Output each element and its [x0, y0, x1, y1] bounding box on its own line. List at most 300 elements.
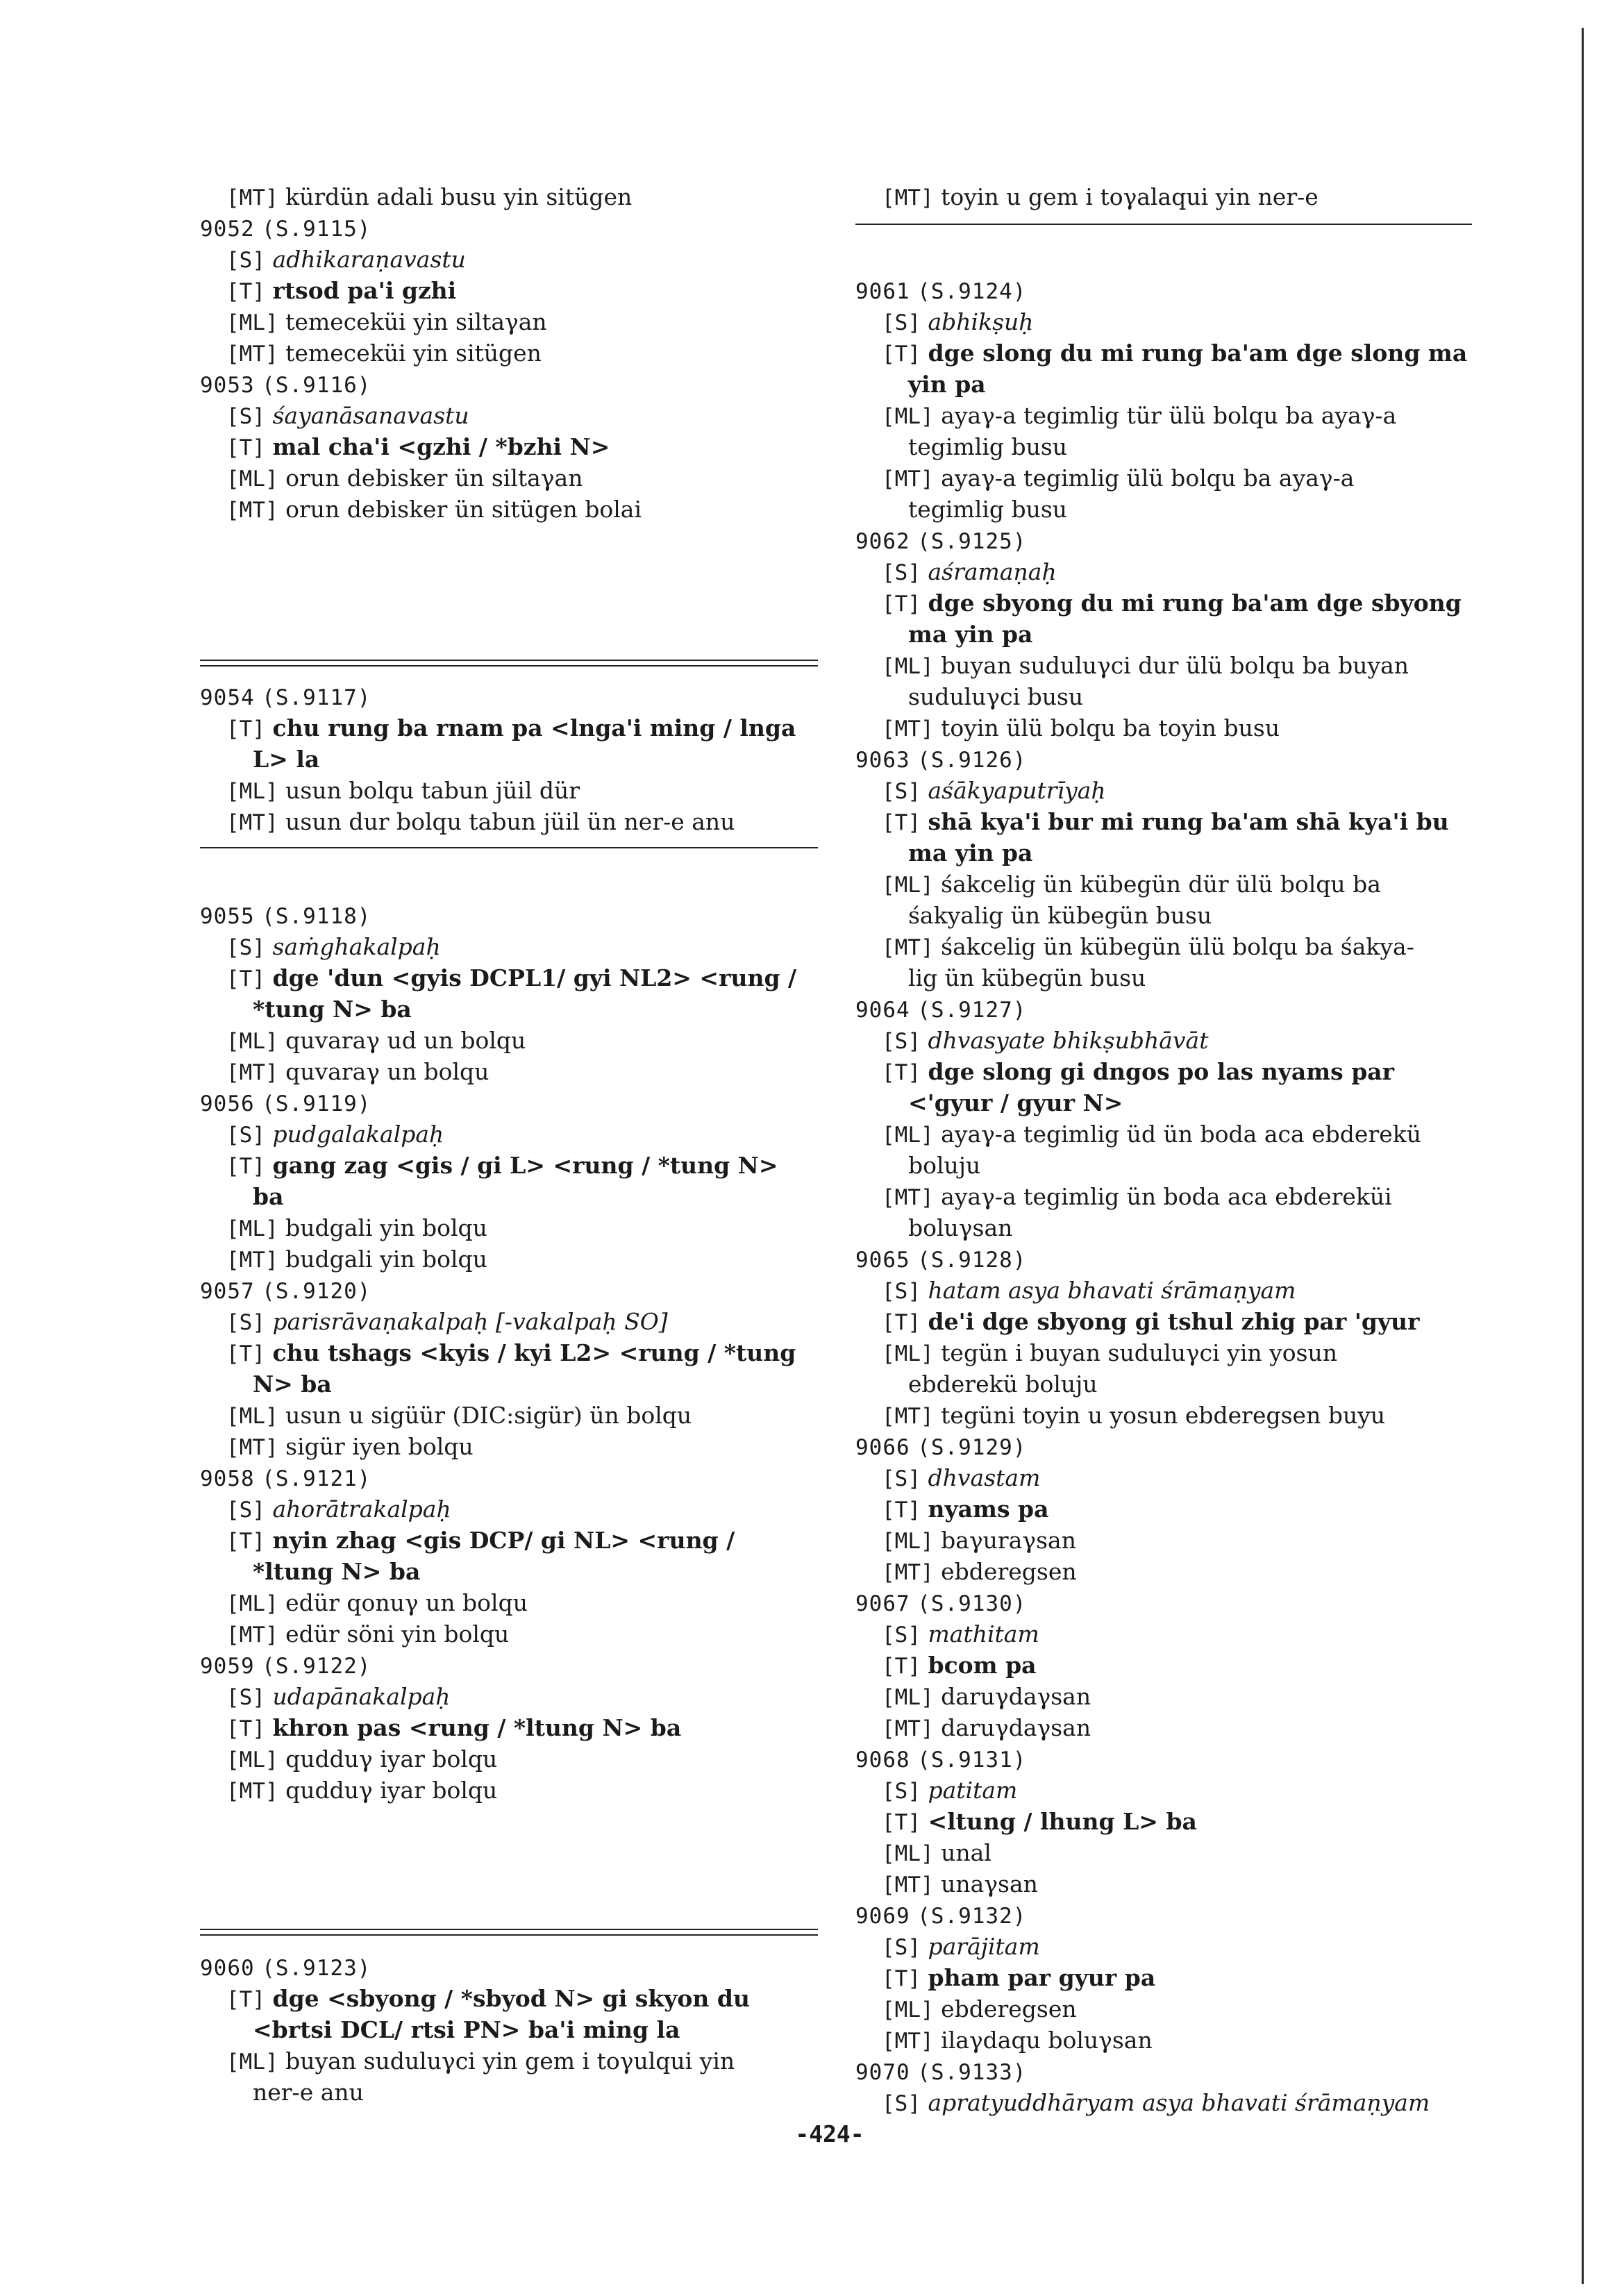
tag-label: [ML] — [226, 1216, 278, 1241]
section-divider — [200, 847, 818, 848]
tag-label: [ML] — [226, 1404, 278, 1429]
entry-line — [882, 1526, 1472, 1557]
mongolian-text: temecekü​i yin siltaγan — [285, 308, 547, 335]
tibetan-text: dge slong gi dngos po las nyams par — [928, 1058, 1395, 1085]
entry-line — [226, 776, 818, 807]
entry-line — [882, 1307, 1472, 1338]
entry-line — [882, 776, 1472, 807]
section-divider — [200, 1929, 818, 1936]
entry-ref: (S.9124) — [917, 279, 1027, 304]
tag-label: [T] — [226, 1154, 265, 1179]
entry-line — [882, 401, 1472, 432]
entry-line — [226, 1026, 818, 1057]
mongolian-text: unaγsan — [941, 1870, 1038, 1897]
tag-label: [MT] — [226, 1623, 278, 1648]
entry-line — [253, 2016, 818, 2046]
entry-line — [253, 1370, 818, 1400]
sanskrit-text: parājitam — [928, 1933, 1040, 1960]
entry-header — [855, 995, 1472, 1025]
entry-line — [908, 1370, 1472, 1400]
entry-line — [882, 932, 1472, 963]
sanskrit-text: abhikṣuḥ — [928, 308, 1034, 335]
mongolian-text: usun bolqu tabun jüil dür — [285, 777, 580, 804]
tibetan-text: chu rung ba rnam pa <lnga'i ming / lnga — [272, 714, 796, 741]
tibetan-text: ma yin pa — [908, 839, 1033, 866]
tag-label: [MT] — [226, 185, 278, 210]
entry-line — [226, 1776, 818, 1807]
entry-header — [200, 901, 818, 932]
entry-ref: (S.9120) — [262, 1279, 371, 1304]
entry-ref: (S.9129) — [917, 1435, 1027, 1460]
tibetan-text: <'gyur / gyur N> — [908, 1089, 1123, 1116]
entry-number: 9065 — [855, 1248, 910, 1273]
entry-number: 9056 — [200, 1091, 255, 1116]
entry-line — [882, 870, 1472, 900]
entry-header — [200, 1651, 818, 1682]
entry-line — [882, 2026, 1472, 2056]
mongolian-text: ner-e anu — [253, 2079, 364, 2106]
sanskrit-text: patitam — [928, 1777, 1018, 1804]
entry-ref: (S.9130) — [917, 1591, 1027, 1616]
tag-label: [ML] — [226, 310, 278, 335]
entry-line — [226, 1151, 818, 1182]
entry-number: 9068 — [855, 1748, 910, 1773]
entry-line — [908, 370, 1472, 401]
entry-header — [200, 1276, 818, 1307]
entry-line — [882, 1838, 1472, 1869]
mongolian-text: budgali yin bolqu — [285, 1214, 487, 1241]
tag-label: [MT] — [882, 1872, 934, 1897]
tag-label: [S] — [882, 1935, 921, 1960]
entry-number: 9070 — [855, 2060, 910, 2085]
entry-ref: (S.9128) — [917, 1248, 1027, 1273]
entry-line — [226, 1526, 818, 1557]
mongolian-text: quvaraγ un bolqu — [285, 1058, 489, 1085]
entry-ref: (S.9125) — [917, 529, 1027, 554]
entry-number: 9053 — [200, 373, 255, 398]
tag-label: [S] — [882, 1623, 921, 1648]
entry-line — [882, 1682, 1472, 1713]
entry-line — [882, 1776, 1472, 1807]
entry-line — [882, 1276, 1472, 1307]
mongolian-text: lig ün kübegün busu — [908, 964, 1146, 991]
entry-header — [200, 1089, 818, 1119]
mongolian-text: ilaγdaqu boluγsan — [941, 2027, 1153, 2054]
entry-number: 9059 — [200, 1654, 255, 1679]
entry-header — [855, 1589, 1472, 1619]
entry-line — [226, 807, 818, 838]
tag-label: [ML] — [226, 2050, 278, 2075]
tag-label: [T] — [226, 1341, 265, 1366]
tag-label: [T] — [882, 592, 921, 617]
entry-line — [908, 682, 1472, 713]
tag-label: [S] — [882, 2091, 921, 2116]
entry-line — [908, 901, 1472, 932]
tag-label: [ML] — [882, 1997, 934, 2022]
tag-label: [T] — [226, 1716, 265, 1741]
mongolian-text: usun dur bolqu tabun jüil ün ner-e anu — [285, 808, 735, 835]
mongolian-text: unal — [941, 1839, 991, 1866]
sanskrit-text: mathitam — [928, 1620, 1039, 1648]
entry-ref: (S.9131) — [917, 1748, 1027, 1773]
entry-line — [226, 1057, 818, 1088]
tag-label: [MT] — [882, 185, 934, 210]
tag-label: [ML] — [882, 1123, 934, 1148]
mongolian-text: orun debisker ün siltaγan — [285, 464, 583, 492]
sanskrit-text: aśramaṇaḥ — [928, 558, 1057, 585]
entry-line — [226, 308, 818, 338]
entry-line — [226, 1245, 818, 1275]
tibetan-text: ma yin pa — [908, 621, 1033, 648]
entry-header — [200, 370, 818, 401]
sanskrit-text: saṁghakalpaḥ — [272, 933, 441, 960]
entry-line — [882, 1182, 1472, 1213]
entry-ref: (S.9133) — [917, 2060, 1027, 2085]
tag-label: [ML] — [882, 1341, 934, 1366]
tag-label: [T] — [226, 717, 265, 741]
entry-line — [882, 1495, 1472, 1525]
entry-line — [882, 1120, 1472, 1150]
tag-label: [ML] — [882, 1685, 934, 1710]
mongolian-text: orun debisker ün sitügen bolai — [285, 496, 642, 523]
tibetan-text: *ltung N> ba — [253, 1558, 421, 1585]
tag-label: [ML] — [882, 1841, 934, 1866]
entry-ref: (S.9121) — [262, 1466, 371, 1491]
tibetan-text: dge <sbyong / *sbyod N> gi skyon du — [272, 1985, 750, 2012]
entry-line — [226, 1713, 818, 1744]
tibetan-text: de'i dge sbyong gi tshul zhig par 'gyur — [928, 1308, 1420, 1335]
entry-line — [908, 620, 1472, 651]
tag-label: [S] — [226, 1310, 265, 1335]
mongolian-text: buyan suduluγci dur ülü bolqu ba buyan — [941, 652, 1409, 679]
entry-ref: (S.9127) — [917, 998, 1027, 1023]
entry-line — [226, 714, 818, 744]
entry-line — [253, 745, 818, 776]
entry-line — [226, 183, 818, 213]
tag-label: [ML] — [226, 779, 278, 804]
tibetan-text: *tung N> ba — [253, 996, 412, 1023]
entry-number: 9057 — [200, 1279, 255, 1304]
entry-line — [226, 276, 818, 307]
mongolian-text: ayaγ-a tegimlig ün boda aca ebdereküi — [941, 1183, 1392, 1210]
tag-label: [MT] — [226, 1248, 278, 1273]
tag-label: [S] — [882, 1779, 921, 1804]
tag-label: [S] — [226, 248, 265, 273]
tag-label: [ML] — [882, 873, 934, 898]
tibetan-text: N> ba — [253, 1371, 332, 1398]
tibetan-text: chu tshags <kyis / kyi L2> <rung / *tung — [272, 1339, 796, 1366]
entry-header — [855, 745, 1472, 776]
tag-label: [ML] — [882, 1529, 934, 1554]
mongolian-text: edür söni yin bolqu — [285, 1620, 510, 1648]
tag-label: [S] — [226, 935, 265, 960]
entry-line — [226, 1495, 818, 1525]
tag-label: [MT] — [226, 1779, 278, 1804]
entry-number: 9067 — [855, 1591, 910, 1616]
entry-line — [226, 932, 818, 963]
tag-label: [T] — [226, 1529, 265, 1554]
tibetan-text: gang zag <gis / gi L> <rung / *tung N> — [272, 1152, 778, 1179]
entry-line — [226, 401, 818, 432]
entry-number: 9055 — [200, 904, 255, 929]
entry-line — [226, 1401, 818, 1432]
entry-header — [200, 1953, 818, 1984]
entry-line — [882, 308, 1472, 338]
entry-text: toyin u gem i toγalaqui yin ner-e — [941, 183, 1319, 210]
entry-ref: (S.9132) — [917, 1904, 1027, 1929]
entry-line — [226, 1620, 818, 1650]
mongolian-text: suduluγci busu — [908, 683, 1084, 710]
tag-label: [MT] — [226, 1060, 278, 1085]
mongolian-text: usun u sigüür (DIC:sigür) ün bolqu — [285, 1402, 692, 1429]
entry-line — [226, 245, 818, 276]
tag-label: [MT] — [226, 810, 278, 835]
tag-label: [MT] — [882, 467, 934, 492]
entry-header — [855, 1745, 1472, 1775]
entry-line — [882, 589, 1472, 619]
tibetan-text: nyams pa — [928, 1495, 1049, 1523]
sanskrit-text: ahorātrakalpaḥ — [272, 1495, 451, 1523]
tag-label: [MT] — [882, 1404, 934, 1429]
entry-text: kürdün adali busu yin sitügen — [285, 183, 633, 210]
entry-line — [882, 1807, 1472, 1838]
mongolian-text: ebderegsen — [941, 1558, 1077, 1585]
mongolian-text: śakyalig ün kübegün busu — [908, 902, 1212, 929]
sanskrit-text: udapānakalpaḥ — [272, 1683, 451, 1710]
mongolian-text: tegüni toyin u yosun ebderegsen buyu — [941, 1402, 1386, 1429]
tag-label: [S] — [882, 560, 921, 585]
entry-ref: (S.9122) — [262, 1654, 371, 1679]
tag-label: [MT] — [882, 1716, 934, 1741]
sanskrit-text: parisrāvaṇakalpaḥ [-vakalpaḥ SO] — [272, 1308, 668, 1335]
entry-line — [226, 1432, 818, 1463]
sanskrit-text: aśākyaputrīyaḥ — [928, 777, 1106, 804]
mongolian-text: ayaγ-a tegimlig ülü bolqu ba ayaγ-a — [941, 464, 1355, 492]
sanskrit-text: hatam asya bhavati śrāmaṇyam — [928, 1277, 1296, 1304]
tag-label: [ML] — [882, 654, 934, 679]
tag-label: [MT] — [882, 935, 934, 960]
tag-label: [T] — [226, 279, 265, 304]
tag-label: [MT] — [226, 498, 278, 523]
tibetan-text: khron pas <rung / *ltung N> ba — [272, 1714, 682, 1741]
entry-line — [882, 714, 1472, 744]
tag-label: [S] — [882, 1279, 921, 1304]
tag-label: [S] — [882, 310, 921, 335]
entry-line — [882, 2088, 1472, 2119]
page-number: -424- — [795, 2120, 864, 2147]
mongolian-text: budgali yin bolqu — [285, 1246, 487, 1273]
sanskrit-text: dhvasyate bhikṣubhāvāt — [928, 1027, 1209, 1054]
entry-number: 9069 — [855, 1904, 910, 1929]
tibetan-text: shā kya'i bur mi rung ba'am shā kya'i bu — [928, 808, 1449, 835]
entry-line — [226, 1745, 818, 1775]
mongolian-text: ayaγ-a tegimlig tür ülü bolqu ba ayaγ-a — [941, 402, 1397, 429]
tibetan-text: dge 'dun <gyis DCPL1/ gyi NL2> <rung / — [272, 964, 797, 991]
tibetan-text: ba — [253, 1183, 284, 1210]
entry-header — [855, 276, 1472, 307]
tag-label: [ML] — [226, 1748, 278, 1773]
entry-ref: (S.9126) — [917, 748, 1027, 773]
entry-line — [908, 495, 1472, 526]
entry-line — [882, 339, 1472, 369]
entry-number: 9058 — [200, 1466, 255, 1491]
entry-number: 9062 — [855, 529, 910, 554]
tag-label: [MT] — [882, 1185, 934, 1210]
mongolian-text: tegün i buyan suduluγci yin yosun — [941, 1339, 1338, 1366]
tag-label: [T] — [226, 1987, 265, 2012]
tag-label: [MT] — [882, 2029, 934, 2054]
entry-line — [882, 1557, 1472, 1588]
section-divider — [855, 224, 1472, 225]
mongolian-text: temecekü​i yin sitügen — [285, 340, 542, 367]
entry-header — [200, 682, 818, 713]
mongolian-text: boluju — [908, 1152, 981, 1179]
entry-line — [908, 964, 1472, 994]
entry-header — [855, 1245, 1472, 1275]
entry-line — [253, 2078, 818, 2109]
entry-ref: (S.9123) — [262, 1956, 371, 1981]
entry-line — [226, 433, 818, 463]
entry-line — [226, 1307, 818, 1338]
mongolian-text: quddu​γ iyar bolqu — [285, 1777, 498, 1804]
entry-number: 9063 — [855, 748, 910, 773]
entry-line — [882, 807, 1472, 838]
entry-header — [855, 2057, 1472, 2088]
tag-label: [T] — [882, 1654, 921, 1679]
tag-label: [MT] — [882, 717, 934, 741]
mongolian-text: śakcelig ün kübegün dür ülü bolqu ba — [941, 871, 1381, 898]
entry-line — [908, 1089, 1472, 1119]
tag-label: [MT] — [226, 342, 278, 367]
entry-line — [882, 1401, 1472, 1432]
tag-label: [MT] — [882, 1560, 934, 1585]
tag-label: [S] — [882, 779, 921, 804]
mongolian-text: sigür iyen bolqu — [285, 1433, 474, 1460]
entry-line — [226, 1339, 818, 1369]
mongolian-text: quvaraγ ud un bolqu — [285, 1027, 526, 1054]
tag-label: [S] — [226, 1498, 265, 1523]
mongolian-text: ebderekü boluju — [908, 1371, 1098, 1398]
mongolian-text: quddu​γ iyar bolqu — [285, 1745, 498, 1773]
tag-label: [ML] — [226, 467, 278, 492]
tibetan-text: mal cha'i <gzhi / *bzhi N> — [272, 433, 610, 460]
tag-label: [S] — [882, 1466, 921, 1491]
entry-line — [226, 495, 818, 526]
tag-label: [ML] — [882, 404, 934, 429]
entry-header — [200, 1464, 818, 1494]
tibetan-text: bcom pa — [928, 1652, 1037, 1679]
tag-label: [MT] — [226, 1435, 278, 1460]
entry-line — [882, 1464, 1472, 1494]
entry-line — [882, 183, 1472, 213]
entry-header — [855, 526, 1472, 557]
entry-ref: (S.9115) — [262, 217, 371, 242]
tibetan-text: dge sbyong du mi rung ba'am dge sbyong — [928, 589, 1462, 617]
tibetan-text: pham par gyur pa — [928, 1964, 1156, 1991]
entry-number: 9060 — [200, 1956, 255, 1981]
entry-ref: (S.9119) — [262, 1091, 371, 1116]
tibetan-text: <ltung / lhung L> ba — [928, 1808, 1197, 1835]
entry-line — [226, 964, 818, 994]
entry-line — [908, 433, 1472, 463]
tag-label: [T] — [882, 1498, 921, 1523]
tag-label: [S] — [226, 1685, 265, 1710]
entry-line — [882, 651, 1472, 682]
tibetan-text: <brtsi DCL/ rtsi PN> ba'i ming la — [253, 2016, 680, 2043]
entry-number: 9064 — [855, 998, 910, 1023]
entry-line — [882, 1932, 1472, 1963]
tag-label: [T] — [882, 810, 921, 835]
entry-line — [226, 464, 818, 494]
entry-line — [882, 558, 1472, 588]
mongolian-text: śakcelig ün kübegün ülü bolqu ba śakya- — [941, 933, 1414, 960]
page-edge-line — [1582, 28, 1584, 2284]
tag-label: [ML] — [226, 1591, 278, 1616]
entry-line — [253, 1557, 818, 1588]
entry-line — [882, 1713, 1472, 1744]
sanskrit-text: pudgalakalpaḥ — [272, 1121, 444, 1148]
entry-line — [882, 1963, 1472, 1994]
tag-label: [T] — [882, 1810, 921, 1835]
mongolian-text: ayaγ-a tegimlig üd ün boda aca ebderekü — [941, 1121, 1421, 1148]
entry-ref: (S.9117) — [262, 685, 371, 710]
sanskrit-text: apratyuddhāryam asya bhavati śrāmaṇyam — [928, 2089, 1430, 2116]
tag-label: [T] — [226, 966, 265, 991]
entry-line — [882, 1057, 1472, 1088]
entry-line — [882, 1339, 1472, 1369]
tag-label: [S] — [226, 404, 265, 429]
tag-label: [S] — [226, 1123, 265, 1148]
entry-number: 9054 — [200, 685, 255, 710]
sanskrit-text: adhikaraṇavastu — [272, 246, 466, 273]
tag-label: [T] — [226, 435, 265, 460]
entry-ref: (S.9118) — [262, 904, 371, 929]
tag-label: [ML] — [226, 1029, 278, 1054]
tibetan-text: rtsod pa'i gzhi — [272, 277, 457, 304]
mongolian-text: buyan suduluγci yin gem i toγulqui yin — [285, 2047, 735, 2075]
section-divider — [200, 660, 818, 667]
entry-number: 9066 — [855, 1435, 910, 1460]
entry-line — [882, 1620, 1472, 1650]
entry-line — [226, 1682, 818, 1713]
entry-ref: (S.9116) — [262, 373, 371, 398]
mongolian-text: ebderegsen — [941, 1995, 1077, 2022]
mongolian-text: toyin ülü bolqu ba toyin busu — [941, 714, 1280, 741]
entry-number: 9061 — [855, 279, 910, 304]
mongolian-text: edür qonuγ un bolqu — [285, 1589, 528, 1616]
entry-line — [882, 1870, 1472, 1900]
tibetan-text: nyin zhag <gis DCP/ gi NL> <rung / — [272, 1527, 735, 1554]
entry-line — [226, 1214, 818, 1244]
tibetan-text: L> la — [253, 746, 320, 773]
entry-line — [908, 839, 1472, 869]
entry-header — [855, 1901, 1472, 1932]
sanskrit-text: dhvastam — [928, 1464, 1041, 1491]
tag-label: [T] — [882, 342, 921, 367]
tibetan-text: dge slong du mi rung ba'am dge slong ma — [928, 340, 1468, 367]
mongolian-text: baγuraγsan — [941, 1527, 1076, 1554]
tag-label: [T] — [882, 1060, 921, 1085]
entry-header — [855, 1432, 1472, 1463]
entry-line — [226, 2047, 818, 2077]
entry-line — [253, 1182, 818, 1213]
tag-label: [T] — [882, 1966, 921, 1991]
tag-label: [T] — [882, 1310, 921, 1335]
mongolian-text: daruγdaγsan — [941, 1714, 1091, 1741]
entry-header — [200, 214, 818, 244]
tibetan-text: yin pa — [908, 371, 986, 398]
entry-line — [226, 1984, 818, 2015]
